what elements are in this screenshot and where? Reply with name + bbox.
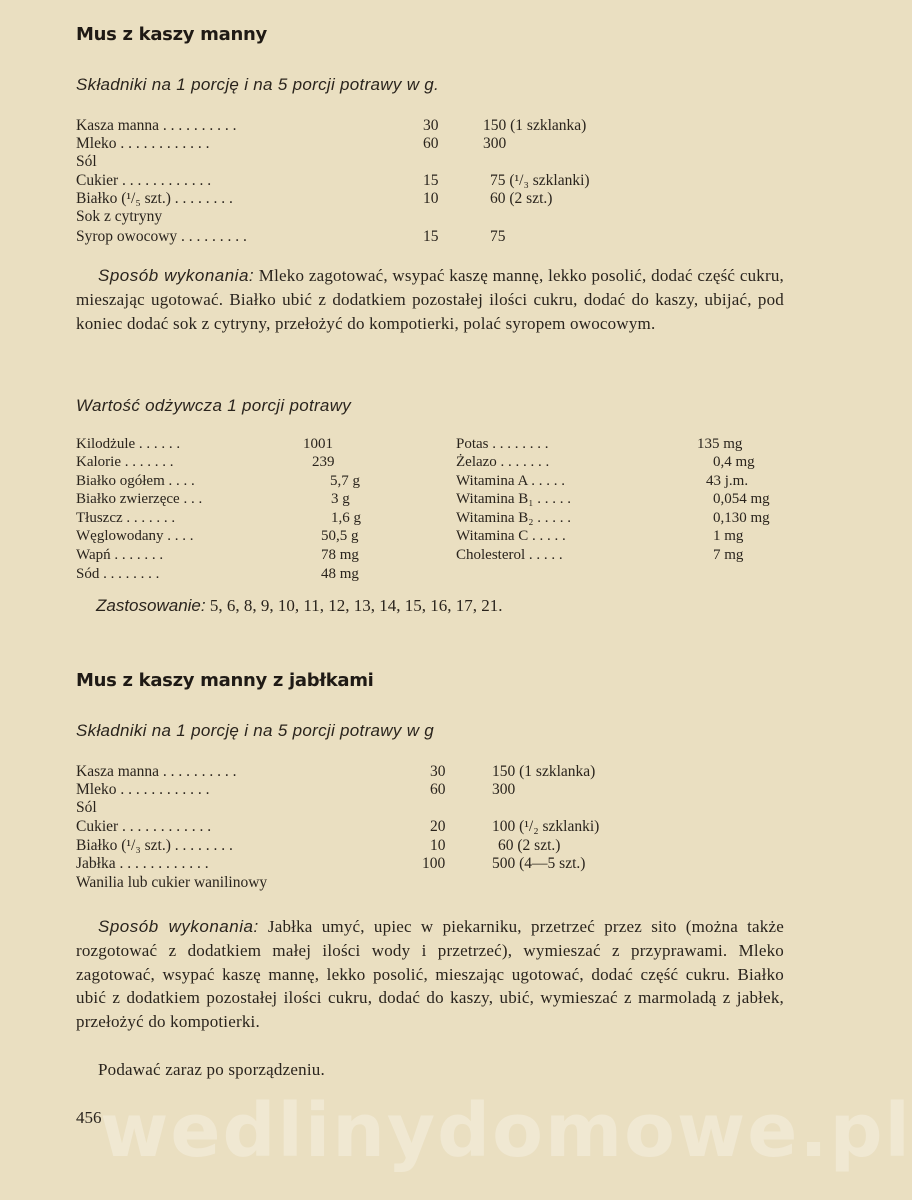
ingredient-per-1: 15 xyxy=(423,228,439,245)
usage-text: 5, 6, 8, 9, 10, 11, 12, 13, 14, 15, 16, 17, 21. xyxy=(205,596,503,615)
ingredient-per-5: 100 (¹/₂ szklanki) xyxy=(492,818,600,835)
ingredient-per-5: 300 xyxy=(483,135,507,152)
nutrient-label: Kalorie . . . . . . . xyxy=(76,454,174,470)
ingredient-per-5: 75 xyxy=(490,228,506,245)
ingredient-per-1: 100 xyxy=(422,855,446,872)
ingredient-label: Białko (¹/₃ szt.) . . . . . . . . xyxy=(76,837,233,854)
nutrient-label: Sód . . . . . . . . xyxy=(76,566,160,582)
ingredient-label: Syrop owocowy . . . . . . . . . xyxy=(76,228,247,245)
ingredient-label: Sok z cytryny xyxy=(76,208,163,225)
nutrient-label: Kilodżule . . . . . . xyxy=(76,436,181,452)
recipe-2-method xyxy=(76,915,784,1034)
nutrient-value: 43 j.m. xyxy=(706,473,749,489)
watermark: wedlinydomowe.pl xyxy=(100,1088,912,1174)
nutrient-label: Węglowodany . . . . xyxy=(76,528,194,544)
method-lead: Sposób wykonania: xyxy=(98,917,259,936)
recipe-1-title: Mus z kaszy manny xyxy=(76,24,267,45)
recipe-2-serving-note: Podawać zaraz po sporządzeniu. xyxy=(98,1060,325,1079)
recipe-1-usage xyxy=(96,596,503,616)
ingredient-label: Jabłka . . . . . . . . . . . . xyxy=(76,855,209,872)
nutrient-label: Potas . . . . . . . . xyxy=(456,436,549,452)
ingredient-per-5: 300 xyxy=(492,781,516,798)
nutrient-label: Cholesterol . . . . . xyxy=(456,547,563,563)
ingredient-per-1: 10 xyxy=(430,837,446,854)
ingredient-per-1: 60 xyxy=(430,781,446,798)
nutrient-value: 1 mg xyxy=(713,528,744,544)
nutrient-value: 0,130 mg xyxy=(713,510,770,526)
nutrient-label: Białko ogółem . . . . xyxy=(76,473,195,489)
nutrient-value: 48 mg xyxy=(321,566,359,582)
nutrient-value: 1,6 g xyxy=(331,510,361,526)
nutrient-label: Tłuszcz . . . . . . . xyxy=(76,510,176,526)
nutrient-value: 78 mg xyxy=(321,547,359,563)
ingredient-label: Białko (¹/₅ szt.) . . . . . . . . xyxy=(76,190,233,207)
ingredient-label: Cukier . . . . . . . . . . . . xyxy=(76,818,212,835)
ingredient-label: Cukier . . . . . . . . . . . . xyxy=(76,172,212,189)
ingredient-label: Mleko . . . . . . . . . . . . xyxy=(76,781,210,798)
ingredient-per-5: 500 (4—5 szt.) xyxy=(492,855,586,872)
nutrient-label: Witamina B₂ . . . . . xyxy=(456,510,572,526)
nutrient-label: Białko zwierzęce . . . xyxy=(76,491,203,507)
nutrient-value: 239 xyxy=(312,454,335,470)
ingredient-per-1: 60 xyxy=(423,135,439,152)
nutrient-label: Witamina C . . . . . xyxy=(456,528,566,544)
nutrient-value: 5,7 g xyxy=(330,473,360,489)
recipe-2-title: Mus z kaszy manny z jabłkami xyxy=(76,670,374,691)
ingredient-per-1: 30 xyxy=(423,117,439,134)
method-text: Mleko zagotować, wsypać kaszę mannę, lekko posolić, dodać część cukru, mieszając ugotować. Białko ubić z dodatkiem pozostałej ilości cukru, dodać do kaszy, ubijać, pod koniec dodać sok z cytryny, przełożyć do kompotierki, polać syropem owocowym. xyxy=(76,266,784,333)
nutrient-value: 7 mg xyxy=(713,547,744,563)
recipe-1-ingredients-heading: Składniki na 1 porcję i na 5 porcji potrawy w g. xyxy=(76,75,440,94)
ingredient-label: Sól xyxy=(76,153,97,170)
nutrient-label: Witamina A . . . . . xyxy=(456,473,565,489)
ingredient-per-5: 75 (¹/₃ szklanki) xyxy=(490,172,590,189)
nutrient-label: Wapń . . . . . . . xyxy=(76,547,164,563)
page-number: 456 xyxy=(76,1108,102,1127)
ingredient-label: Wanilia lub cukier wanilinowy xyxy=(76,874,268,891)
nutrient-value: 0,4 mg xyxy=(713,454,755,470)
nutrient-value: 1001 xyxy=(303,436,333,452)
ingredient-label: Kasza manna . . . . . . . . . . xyxy=(76,117,237,134)
nutrient-value: 0,054 mg xyxy=(713,491,770,507)
ingredient-per-5: 60 (2 szt.) xyxy=(498,837,561,854)
ingredient-per-5: 150 (1 szklanka) xyxy=(492,763,596,780)
recipe-1-method xyxy=(76,264,784,335)
nutrient-value: 3 g xyxy=(331,491,350,507)
ingredient-label: Sól xyxy=(76,799,97,816)
method-lead: Sposób wykonania: xyxy=(98,266,255,285)
ingredient-per-1: 20 xyxy=(430,818,446,835)
ingredient-per-1: 30 xyxy=(430,763,446,780)
ingredient-per-1: 10 xyxy=(423,190,439,207)
ingredient-label: Mleko . . . . . . . . . . . . xyxy=(76,135,210,152)
ingredient-per-5: 60 (2 szt.) xyxy=(490,190,553,207)
nutrient-label: Witamina B₁ . . . . . xyxy=(456,491,572,507)
nutrient-value: 135 mg xyxy=(697,436,743,452)
recipe-2-ingredients-heading: Składniki na 1 porcję i na 5 porcji potrawy w g xyxy=(76,721,435,740)
nutrient-label: Żelazo . . . . . . . xyxy=(456,454,550,470)
ingredient-label: Kasza manna . . . . . . . . . . xyxy=(76,763,237,780)
recipe-1-nutrition-heading: Wartość odżywcza 1 porcji potrawy xyxy=(76,396,352,415)
nutrient-value: 50,5 g xyxy=(321,528,359,544)
usage-lead: Zastosowanie: xyxy=(96,596,206,615)
method-text: Jabłka umyć, upiec w piekarniku, przetrzeć przez sito (można także rozgotować z dodatkiem małej ilości wody i przetrzeć), wymieszać z przyprawami. Mleko zagotować, wsypać kaszę mannę, lekko posolić, mieszając ugotować, dodać część cukru. Białko ubić z dodatkiem pozostałej ilości cukru, dodać do kaszy, ubić, wymieszać z marmoladą z jabłek, przełożyć do kompotierki. xyxy=(76,917,784,1032)
ingredient-per-1: 15 xyxy=(423,172,439,189)
ingredient-per-5: 150 (1 szklanka) xyxy=(483,117,587,134)
